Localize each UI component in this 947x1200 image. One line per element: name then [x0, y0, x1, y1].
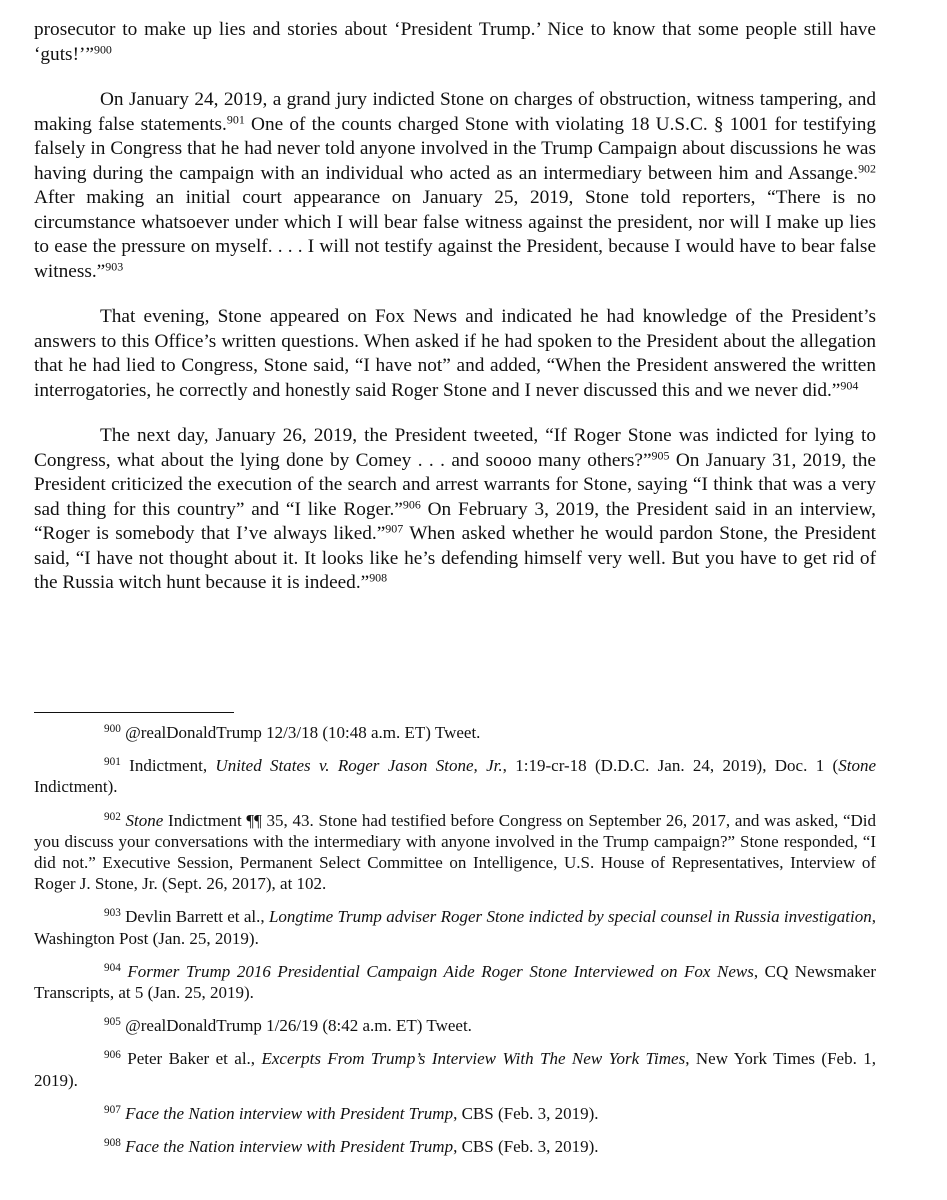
footnote-text: @realDonaldTrump 12/3/18 (10:48 a.m. ET) Tweet. — [120, 723, 481, 742]
footnote-text: Indictment). — [34, 777, 118, 797]
short-citation: Stone — [120, 810, 164, 830]
footnote-text: Indictment, — [120, 756, 216, 776]
interview-title: Face the Nation interview with President Trump — [120, 1137, 454, 1157]
body-text — [34, 18, 876, 617]
short-citation: Stone — [838, 756, 876, 776]
footnote-ref-905[interactable]: 905 — [651, 447, 670, 462]
footnote-ref-906[interactable]: 906 — [402, 496, 421, 511]
footnote-number: 901 — [104, 756, 121, 769]
footnote-text: , 1:19-cr-18 (D.D.C. Jan. 24, 2019), Doc. 1 ( — [502, 756, 839, 776]
footnote-number: 904 — [104, 961, 121, 974]
article-title: Excerpts From Trump’s Interview With The New York Times — [261, 1049, 686, 1069]
footnote-903 — [34, 906, 876, 948]
footnote-text: , CQ Newsmaker Transcripts, at 5 (Jan. 25, 2019). — [34, 961, 876, 1003]
paragraph-text: On January 24, 2019, a grand jury indicted Stone on charges of obstruction, witness tampering, and making false statements. — [34, 89, 876, 135]
paragraph-2 — [34, 88, 876, 284]
footnote-text: , New York Times (Feb. 1, 2019). — [34, 1049, 877, 1090]
footnote-number: 902 — [104, 810, 121, 823]
article-title: Longtime Trump adviser Roger Stone indicted by special counsel in Russia investigation — [268, 907, 872, 927]
paragraph-text: That evening, Stone appeared on Fox News and indicated he had knowledge of the President’s answers to this Office’s written questions. When asked if he had spoken to the President about the allegation that he had lied to Congress, Stone said, “I have not” and added, “When the President answered the written interrogatories, he correctly and honestly said Roger Stone and I never discussed this and we never did.” — [34, 306, 876, 401]
footnote-ref-908[interactable]: 908 — [369, 570, 388, 585]
paragraph-text: On February 3, 2019, the President said in an interview, “Roger is somebody that I’ve always liked.” — [34, 498, 876, 544]
paragraph-text: After making an initial court appearance on January 25, 2019, Stone told reporters, “There is no circumstance whatsoever under which I will bear false witness against the president, nor will I make up lies to ease the pressure on myself. . . . I will not testify against the President, because I would have to bear false witness.” — [34, 187, 876, 282]
paragraph-3 — [34, 305, 876, 403]
footnote-904 — [34, 961, 876, 1003]
footnote-text: Indictment ¶¶ 35, 43. Stone had testified before Congress on September 26, 2017, and was asked, “Did you discuss your conversations with the intermediary with anyone involved in the Trump campaign?” Stone responded, “I did not.” Executive Session, Permanent Select Committee on Intelligence, U.S. House of Representatives, Interview of Roger J. Stone, Jr. (Sept. 26, 2017), at 102. — [34, 810, 876, 894]
footnote-number: 903 — [104, 907, 121, 920]
footnote-text: Peter Baker et al., — [120, 1049, 262, 1069]
case-citation: United States v. Roger Jason Stone, Jr. — [215, 756, 503, 776]
paragraph-4 — [34, 424, 876, 596]
footnote-ref-900[interactable]: 900 — [93, 41, 112, 56]
footnote-number: 907 — [104, 1103, 121, 1116]
footnote-908 — [34, 1136, 876, 1157]
footnote-text: @realDonaldTrump 1/26/19 (8:42 a.m. ET) Tweet. — [120, 1016, 472, 1036]
footnote-divider — [34, 712, 234, 713]
transcript-title: Former Trump 2016 Presidential Campaign Aide Roger Stone Interviewed on Fox News — [120, 961, 754, 981]
paragraph-text: On January 31, 2019, the President criticized the execution of the search and arrest warrants for Stone, saying “I think that was a very sad thing for this country” and “I like Roger.” — [34, 449, 876, 520]
paragraph-text: One of the counts charged Stone with violating 18 U.S.C. § 1001 for testifying falsely in Congress that he had never told anyone involved in the Trump Campaign about discussions he was having during the campaign with an individual who acted as an intermediary between him and Assange. — [34, 113, 877, 184]
footnote-number: 908 — [104, 1136, 121, 1149]
footnote-number: 905 — [104, 1016, 121, 1029]
footnote-906 — [34, 1048, 876, 1090]
footnote-text: Devlin Barrett et al., — [120, 907, 269, 927]
footnote-text: , Washington Post (Jan. 25, 2019). — [34, 907, 877, 948]
footnote-number: 906 — [104, 1049, 121, 1062]
footnote-ref-907[interactable]: 907 — [385, 521, 404, 536]
paragraph-text: The next day, January 26, 2019, the President tweeted, “If Roger Stone was indicted for lying to Congress, what about the lying done by Comey . . . and soooo many others?” — [34, 425, 876, 471]
footnote-ref-901[interactable]: 901 — [226, 111, 245, 126]
footnote-902 — [34, 810, 876, 895]
paragraph-1 — [34, 18, 876, 67]
footnote-ref-902[interactable]: 902 — [858, 160, 876, 175]
footnotes — [34, 722, 876, 1169]
paragraph-text: When asked whether he would pardon Stone, the President said, “I have not thought about it. It looks like he’s defending himself very well. But you have to get rid of the Russia witch hunt because it is indeed.” — [34, 523, 876, 593]
footnote-number: 900 — [104, 722, 121, 735]
footnote-text: , CBS (Feb. 3, 2019). — [453, 1103, 599, 1123]
footnote-ref-904[interactable]: 904 — [840, 377, 859, 392]
paragraph-text: prosecutor to make up lies and stories about ‘President Trump.’ Nice to know that some people still have ‘guts!’” — [34, 19, 876, 65]
footnote-901 — [34, 755, 876, 797]
footnote-905 — [34, 1015, 876, 1036]
interview-title: Face the Nation interview with President Trump — [120, 1103, 454, 1123]
footnote-ref-903[interactable]: 903 — [105, 258, 124, 273]
footnote-text: , CBS (Feb. 3, 2019). — [453, 1137, 599, 1157]
footnote-900 — [34, 722, 876, 743]
footnote-907 — [34, 1103, 876, 1124]
